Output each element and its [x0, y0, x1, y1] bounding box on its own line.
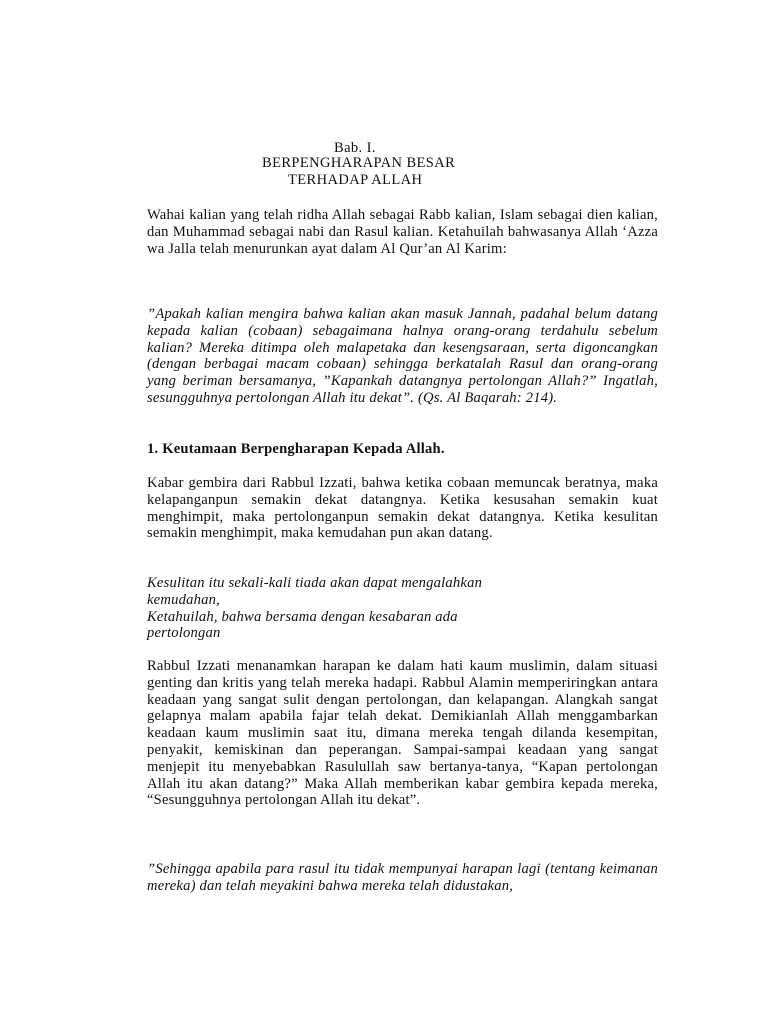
- poem-line: Kesulitan itu sekali-kali tiada akan dapat mengalahkan: [147, 575, 483, 591]
- section-paragraph-2: Rabbul Izzati menanamkan harapan ke dalam hati kaum muslimin, dalam situasi genting dan kritis yang telah mereka hadapi. Rabbul Alamin memperiringkan antara keadaan yang sangat sulit dengan pertolongan, dan kelapangan. Alangkah sangat gelapnya malam apabila fajar telah dekat. Demikianlah Allah menggambarkan keadaan kaum muslimin saat itu, dimana mereka tengah dilanda kesempitan, penyakit, kemiskinan dan peperangan. Sampai-sampai keadaan yang sangat menjepit itu menyebabkan Rasulullah saw bertanya-tanya, “Kapan pertolongan Allah itu akan datang?” Maka Allah memberikan kabar gembira kepada mereka, “Sesungguhnya pertolongan Allah itu dekat”.: [147, 658, 658, 809]
- poem-line: kemudahan,: [147, 591, 220, 608]
- quran-quote-yusuf: ”Sehingga apabila para rasul itu tidak mempunyai harapan lagi (tentang keimanan mereka) dan telah meyakini bahwa mereka telah didustakan,: [147, 861, 658, 894]
- poem-line: pertolongan: [147, 625, 221, 642]
- poem-line: Ketahuilah, bahwa bersama dengan kesabaran ada: [147, 608, 458, 625]
- intro-paragraph: Wahai kalian yang telah ridha Allah sebagai Rabb kalian, Islam sebagai dien kalian, dan Muhammad sebagai nabi dan Rasul kalian. Ketahuilah bahwasanya Allah ‘Azza wa Jalla telah menurunkan ayat dalam Al Qur’an Al Karim:: [147, 207, 658, 257]
- chapter-title-line-2: TERHADAP ALLAH: [288, 172, 423, 188]
- poem-block: [147, 575, 658, 642]
- chapter-title-line-1: BERPENGHARAPAN BESAR: [262, 155, 456, 171]
- section-paragraph-1: Kabar gembira dari Rabbul Izzati, bahwa ketika cobaan memuncak beratnya, maka kelapanganpun semakin dekat datangnya. Ketika kesusahan semakin kuat menghimpit, maka pertolonganpun semakin dekat datangnya. Ketika kesulitan semakin menghimpit, maka kemudahan pun akan datang.: [147, 475, 658, 542]
- chapter-label: Bab. I.: [334, 140, 376, 156]
- quran-quote-al-baqarah: ”Apakah kalian mengira bahwa kalian akan masuk Jannah, padahal belum datang kepada kalian (cobaan) sebagaimana halnya orang-orang terdahulu sebelum kalian? Mereka ditimpa oleh malapetaka dan kesengsaraan, serta digoncangkan (dengan berbagai macam cobaan) sehingga berkatalah Rasul dan orang-orang yang beriman bersamanya, ”Kapankah datangnya pertolongan Allah?” Ingatlah, sesungguhnya pertolongan Allah itu dekat”. (Qs. Al Baqarah: 214).: [147, 306, 658, 406]
- section-heading: 1. Keutamaan Berpengharapan Kepada Allah.: [147, 441, 445, 457]
